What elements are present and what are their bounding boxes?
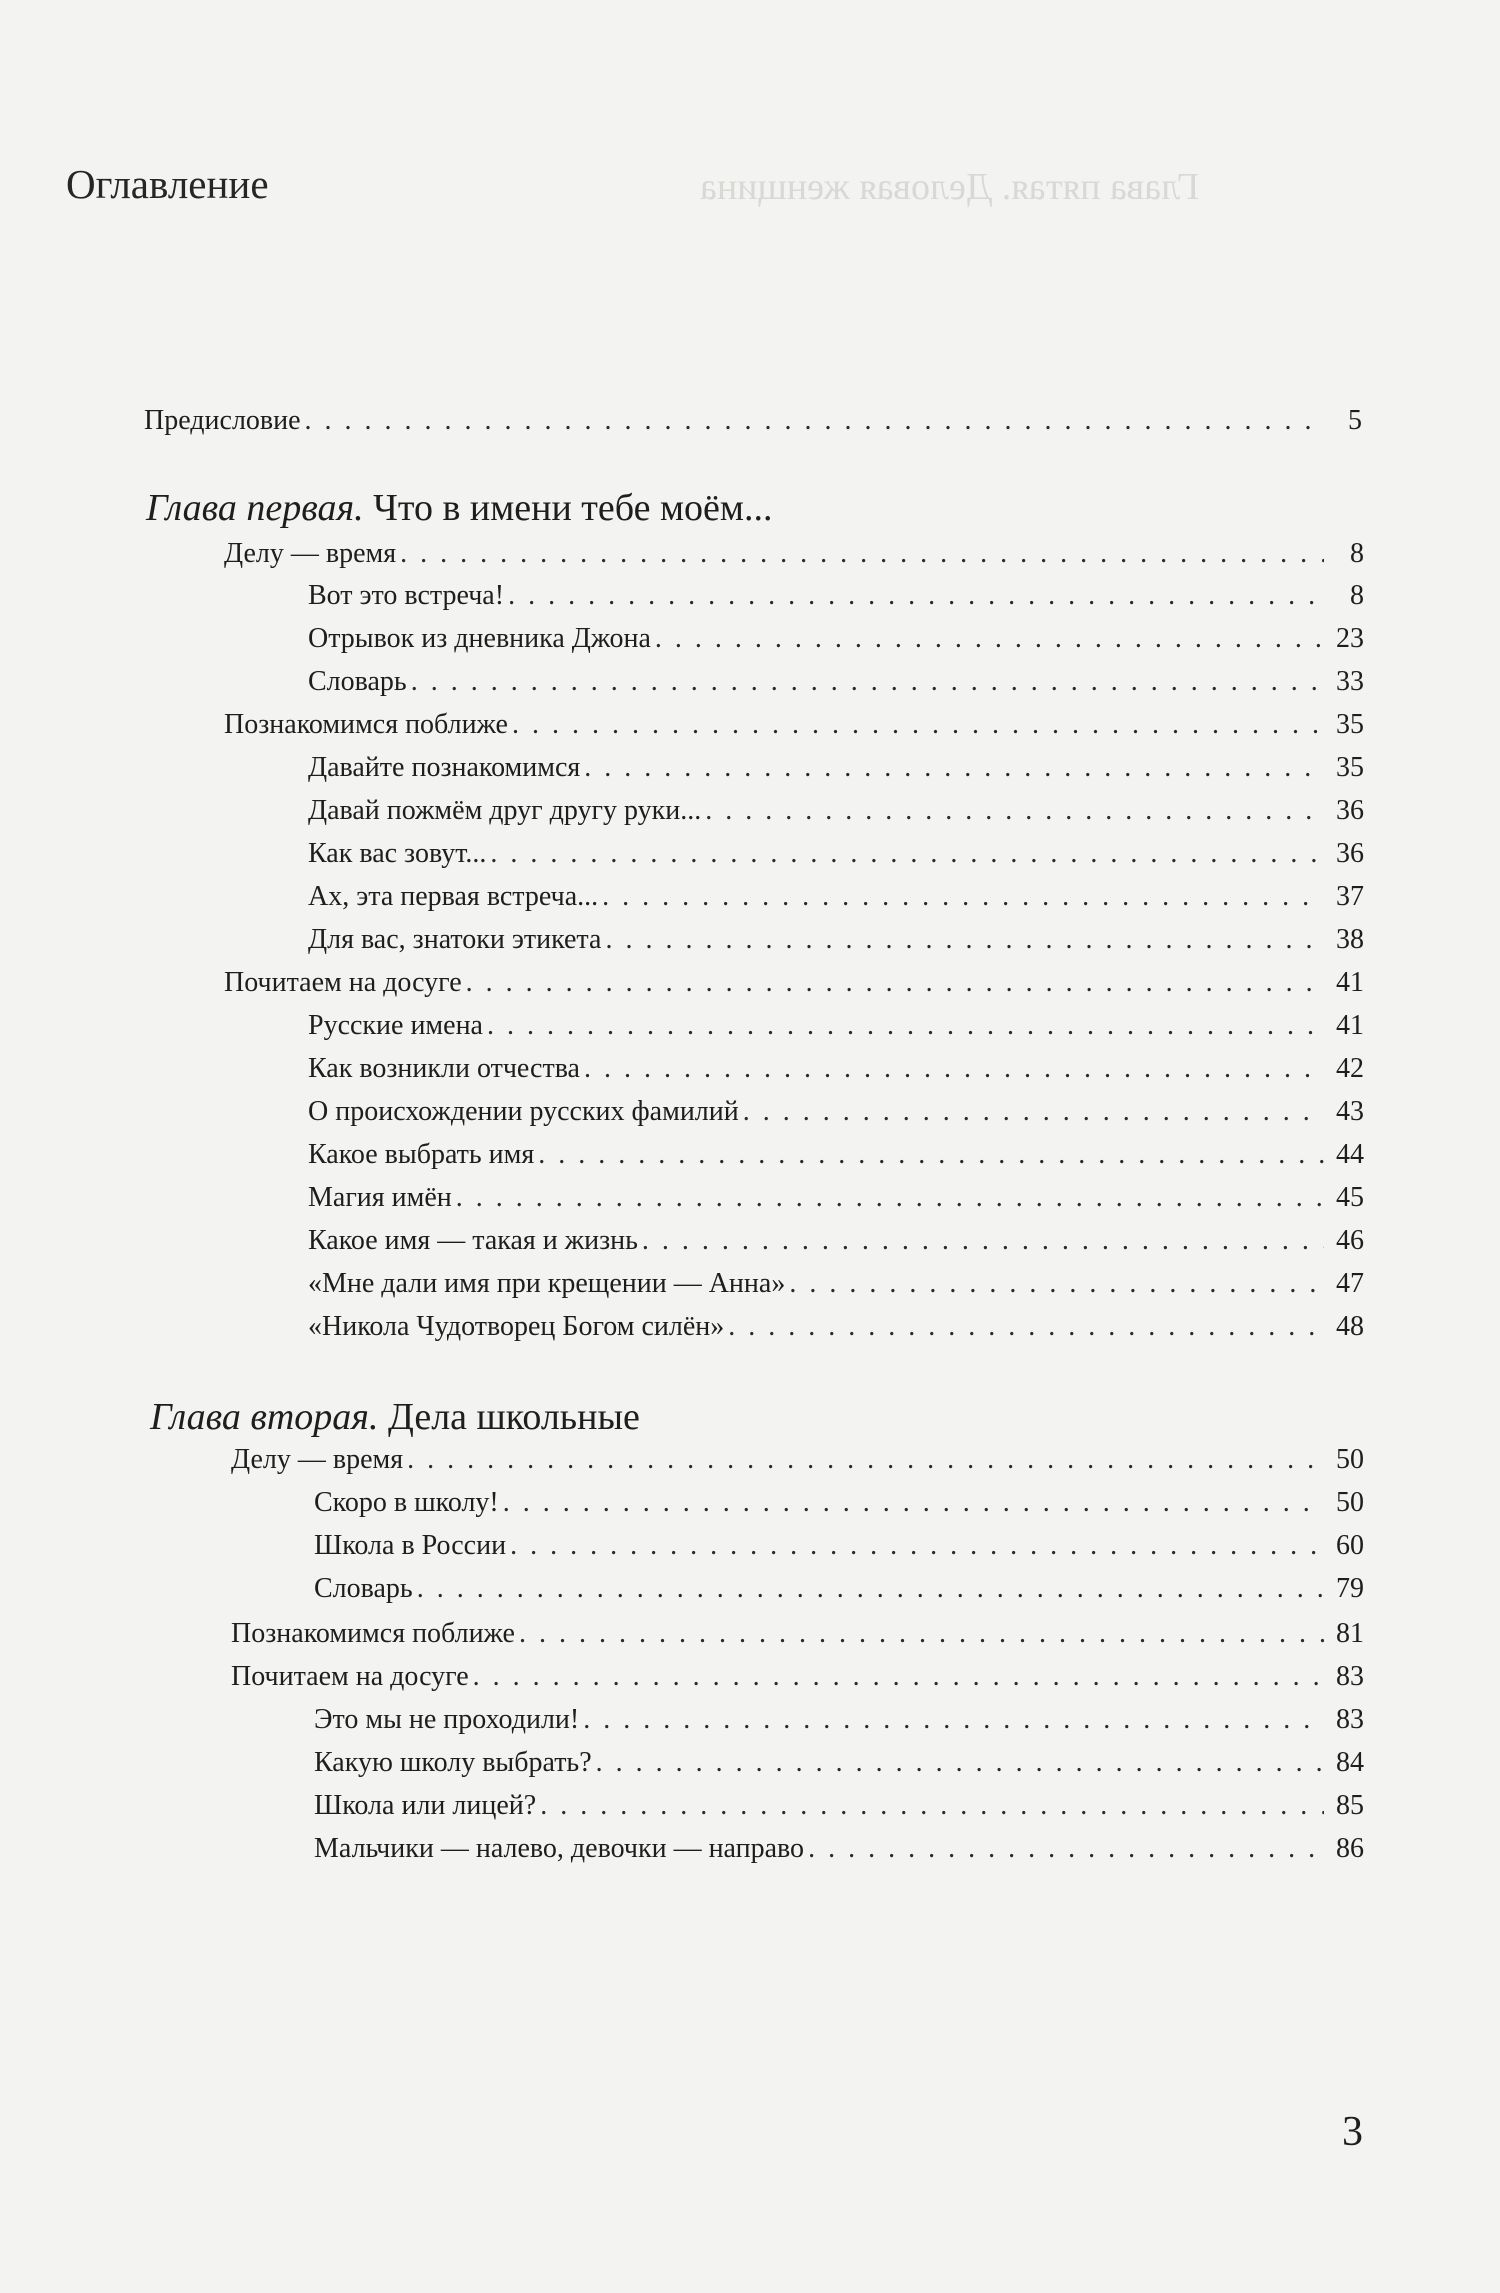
toc-entry-label: О происхождении русских фамилий xyxy=(308,1096,739,1127)
toc-entry-label: Магия имён xyxy=(308,1182,452,1213)
toc-entry-label: Мальчики — налево, девочки — направо xyxy=(314,1833,805,1864)
toc-entry xyxy=(308,876,1364,918)
leader-dots xyxy=(417,1568,1324,1610)
toc-entry-label: Почитаем на досуге xyxy=(231,1661,469,1692)
toc-entry-page: 36 xyxy=(1336,795,1364,826)
toc-entry-label: Школа или лицей? xyxy=(314,1790,537,1821)
toc-entry-page: 85 xyxy=(1336,1790,1364,1821)
toc-entry xyxy=(231,1439,1364,1481)
toc-entry xyxy=(314,1482,1364,1524)
toc-entry-page: 86 xyxy=(1336,1833,1364,1864)
toc-entry-page: 79 xyxy=(1336,1573,1364,1604)
toc-entry-label: Познакомимся поближе xyxy=(224,709,508,740)
leader-dots xyxy=(411,661,1324,703)
leader-dots xyxy=(728,1306,1324,1348)
toc-entry xyxy=(314,1525,1364,1567)
toc-entry xyxy=(314,1699,1364,1741)
toc-entry-page: 8 xyxy=(1350,580,1364,611)
toc-entry xyxy=(231,1613,1364,1655)
leader-dots xyxy=(456,1177,1324,1219)
toc-entry-label: Предисловие xyxy=(144,405,301,436)
toc-entry-page: 50 xyxy=(1336,1444,1364,1475)
leader-dots xyxy=(584,747,1324,789)
leader-dots xyxy=(519,1613,1324,1655)
leader-dots xyxy=(705,790,1324,832)
toc-entry xyxy=(308,1091,1364,1133)
toc-entry-page: 36 xyxy=(1336,838,1364,869)
toc-entry-label: «Мне дали имя при крещении — Анна» xyxy=(308,1268,786,1299)
leader-dots xyxy=(508,575,1324,617)
toc-entry xyxy=(308,575,1364,617)
toc-entry-page: 83 xyxy=(1336,1661,1364,1692)
toc-entry-label: Какое имя — такая и жизнь xyxy=(308,1225,638,1256)
leader-dots xyxy=(510,1525,1324,1567)
toc-entry-page: 81 xyxy=(1336,1618,1364,1649)
toc-entry xyxy=(308,833,1364,875)
toc-entry-page: 35 xyxy=(1336,709,1364,740)
toc-entry-page: 35 xyxy=(1336,752,1364,783)
leader-dots xyxy=(503,1482,1324,1524)
toc-entry-label: Вот это встреча! xyxy=(308,580,505,611)
toc-entry-label: Русские имена xyxy=(308,1010,483,1041)
leader-dots xyxy=(605,919,1324,961)
toc-entry-label: Делу — время xyxy=(231,1444,404,1475)
leader-dots xyxy=(808,1828,1324,1870)
leader-dots xyxy=(473,1656,1324,1698)
toc-entry xyxy=(308,919,1364,961)
toc-entry-page: 48 xyxy=(1336,1311,1364,1342)
chapter-heading-2 xyxy=(150,1395,640,1439)
leader-dots xyxy=(512,704,1324,746)
leader-dots xyxy=(789,1263,1324,1305)
chapter-prefix: Глава вторая. xyxy=(150,1396,379,1438)
toc-entry-page: 37 xyxy=(1336,881,1364,912)
toc-entry-page: 23 xyxy=(1336,623,1364,654)
toc-entry-label: Ах, эта первая встреча... xyxy=(308,881,599,912)
toc-entry-page: 33 xyxy=(1336,666,1364,697)
toc-entry-label: Делу — время xyxy=(224,538,397,569)
toc-entry xyxy=(308,790,1364,832)
leader-dots xyxy=(466,962,1324,1004)
toc-entry-label: Скоро в школу! xyxy=(314,1487,499,1518)
toc-entry-label: Какое выбрать имя xyxy=(308,1139,535,1170)
toc-entry xyxy=(224,533,1364,575)
toc-entry-page: 45 xyxy=(1336,1182,1364,1213)
toc-entry xyxy=(308,1177,1364,1219)
page-number: 3 xyxy=(1342,2109,1363,2155)
chapter-title: Дела школьные xyxy=(387,1396,640,1438)
toc-entry-page: 46 xyxy=(1336,1225,1364,1256)
toc-entry xyxy=(308,1134,1364,1176)
toc-entry xyxy=(308,1306,1364,1348)
page-title: Оглавление xyxy=(66,161,269,207)
toc-entry xyxy=(314,1742,1364,1784)
leader-dots xyxy=(743,1091,1324,1133)
toc-entry-label: Словарь xyxy=(314,1573,413,1604)
toc-entry-label: Это мы не проходили! xyxy=(314,1704,580,1735)
leader-dots xyxy=(642,1220,1324,1262)
toc-entry xyxy=(314,1785,1364,1827)
toc-entry-page: 50 xyxy=(1336,1487,1364,1518)
toc-entry-page: 84 xyxy=(1336,1747,1364,1778)
toc-entry-label: Давай пожмём друг другу руки... xyxy=(308,795,702,826)
toc-entry-page: 5 xyxy=(1348,405,1362,436)
leader-dots xyxy=(490,833,1324,875)
toc-entry xyxy=(231,1656,1364,1698)
toc-entry-page: 42 xyxy=(1336,1053,1364,1084)
toc-entry xyxy=(308,1005,1364,1047)
toc-entry xyxy=(308,1263,1364,1305)
toc-entry xyxy=(308,1048,1364,1090)
leader-dots xyxy=(540,1785,1324,1827)
toc-entry-label: Школа в России xyxy=(314,1530,507,1561)
toc-entry xyxy=(314,1828,1364,1870)
toc-entry-page: 41 xyxy=(1336,1010,1364,1041)
leader-dots xyxy=(583,1699,1324,1741)
toc-entry-preface xyxy=(144,400,1362,442)
leader-dots xyxy=(400,533,1324,575)
leader-dots xyxy=(584,1048,1324,1090)
toc-entry-page: 44 xyxy=(1336,1139,1364,1170)
toc-entry-label: Почитаем на досуге xyxy=(224,967,462,998)
toc-entry-page: 60 xyxy=(1336,1530,1364,1561)
toc-entry-label: Словарь xyxy=(308,666,407,697)
toc-entry-label: Какую школу выбрать? xyxy=(314,1747,592,1778)
toc-entry xyxy=(308,618,1364,660)
toc-entry-label: «Никола Чудотворец Богом силён» xyxy=(308,1311,725,1342)
leader-dots xyxy=(305,400,1322,442)
bleed-through-text: Глава пятая. Деловая женщина xyxy=(700,166,1200,208)
toc-entry-page: 41 xyxy=(1336,967,1364,998)
leader-dots xyxy=(487,1005,1324,1047)
toc-entry xyxy=(308,1220,1364,1262)
chapter-title: Что в имени тебе моём... xyxy=(373,487,773,529)
leader-dots xyxy=(407,1439,1324,1481)
chapter-heading-1 xyxy=(146,486,772,530)
toc-entry xyxy=(308,661,1364,703)
leader-dots xyxy=(602,876,1324,918)
leader-dots xyxy=(596,1742,1324,1784)
toc-entry xyxy=(224,962,1364,1004)
chapter-prefix: Глава первая. xyxy=(146,487,364,529)
toc-entry-label: Для вас, знатоки этикета xyxy=(308,924,602,955)
toc-entry-page: 38 xyxy=(1336,924,1364,955)
toc-entry-label: Познакомимся поближе xyxy=(231,1618,515,1649)
toc-entry xyxy=(314,1568,1364,1610)
leader-dots xyxy=(655,618,1324,660)
toc-entry xyxy=(308,747,1364,789)
toc-entry-page: 8 xyxy=(1350,538,1364,569)
toc-entry-page: 43 xyxy=(1336,1096,1364,1127)
leader-dots xyxy=(538,1134,1324,1176)
toc-entry xyxy=(224,704,1364,746)
toc-entry-label: Давайте познакомимся xyxy=(308,752,581,783)
toc-entry-label: Как возникли отчества xyxy=(308,1053,580,1084)
toc-entry-page: 47 xyxy=(1336,1268,1364,1299)
toc-entry-label: Отрывок из дневника Джона xyxy=(308,623,651,654)
toc-entry-page: 83 xyxy=(1336,1704,1364,1735)
toc-entry-label: Как вас зовут... xyxy=(308,838,487,869)
